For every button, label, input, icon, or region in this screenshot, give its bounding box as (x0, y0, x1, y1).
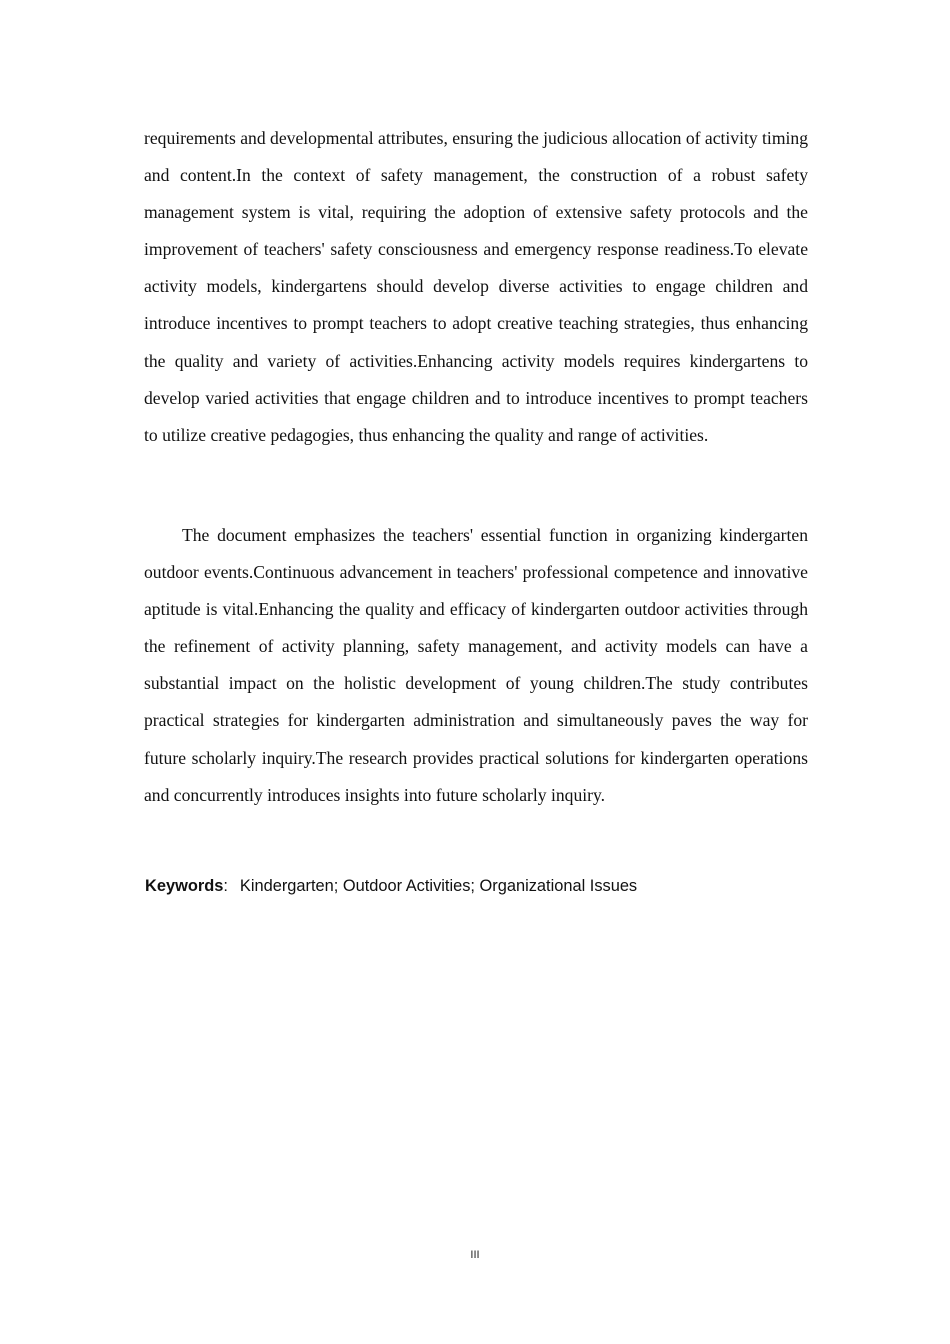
page-number: III (470, 1249, 480, 1261)
keywords-separator: : (223, 877, 228, 895)
body-paragraph-1: requirements and developmental attributes, ensuring the judicious allocation of activity timing and content.In the context of safety management, the construction of a robust safety management system is vital, requiring the adoption of extensive safety protocols and the improvement of teachers' safety consciousness and emergency response readiness.To elevate activity models, kindergartens should develop diverse activities to engage children and introduce incentives to prompt teachers to adopt creative teaching strategies, thus enhancing the quality and variety of activities.Enhancing activity models requires kindergartens to develop varied activities that engage children and to introduce incentives to prompt teachers to utilize creative pedagogies, thus enhancing the quality and range of activities. (144, 128, 808, 445)
keywords-line (145, 877, 845, 896)
body-paragraph-2: The document emphasizes the teachers' essential function in organizing kindergarten outdoor events.Continuous advancement in teachers' professional competence and innovative aptitude is vital.Enhancing the quality and efficacy of kindergarten outdoor activities through the refinement of activity planning, safety management, and activity models can have a substantial impact on the holistic development of young children.The study contributes practical strategies for kindergarten administration and simultaneously paves the way for future scholarly inquiry.The research provides practical solutions for kindergarten operations and concurrently introduces insights into future scholarly inquiry. (144, 525, 808, 805)
keywords-label: Keywords (145, 877, 224, 895)
keywords-value: Kindergarten; Outdoor Activities; Organizational Issues (239, 877, 638, 895)
